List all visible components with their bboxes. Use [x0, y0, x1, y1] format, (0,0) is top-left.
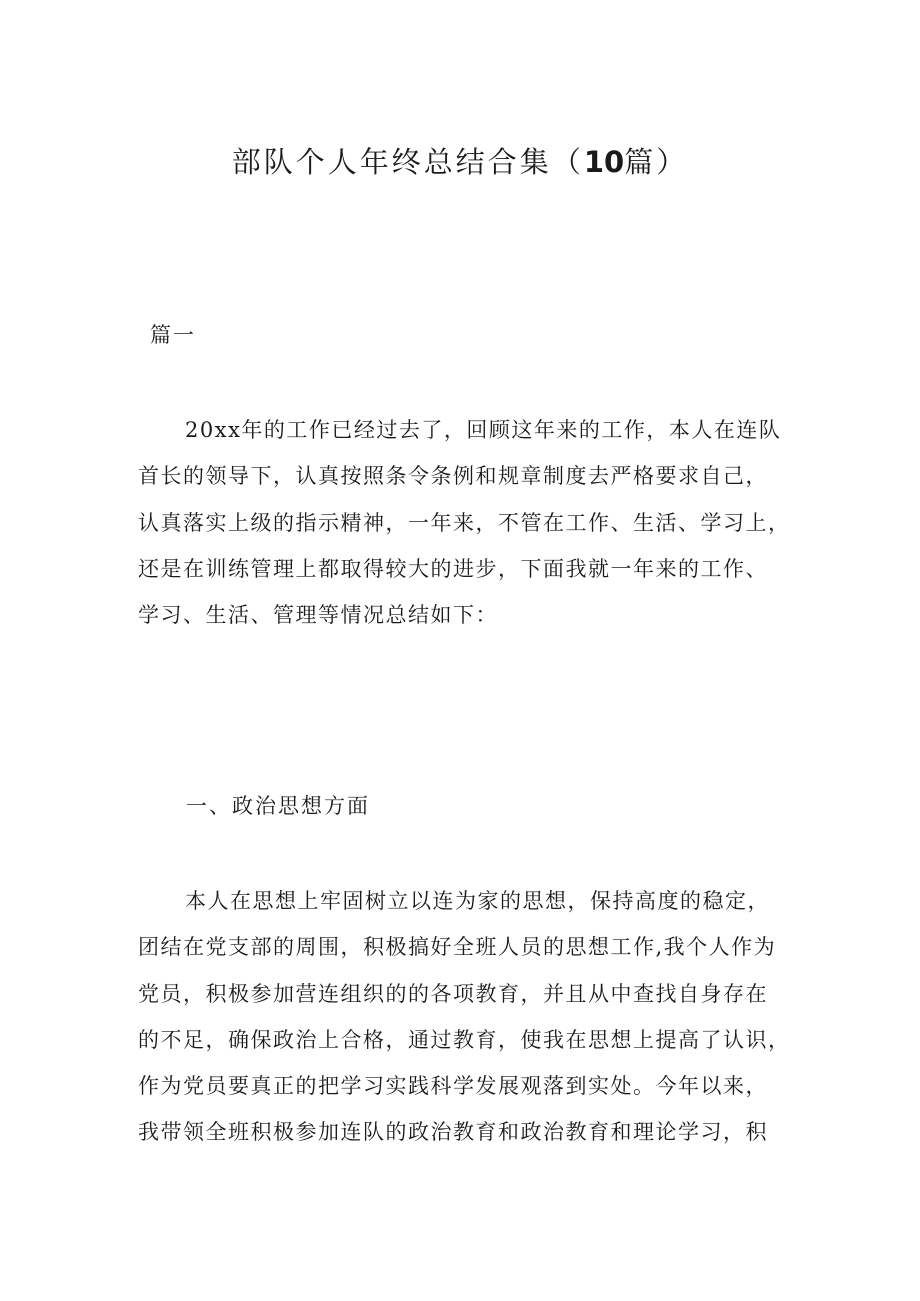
paragraph-line: 作为党员要真正的把学习实践科学发展观落到实处。今年以来， — [138, 1074, 768, 1099]
paragraph-line: 20xx年的工作已经过去了，回顾这年来的工作，本人在连队 — [185, 418, 782, 442]
paragraph-line: 我带领全班积极参加连队的政治教育和政治教育和理论学习，积 — [138, 1120, 768, 1145]
paragraph-line: 还是在训练管理上都取得较大的进步，下面我就一年来的工作、 — [138, 556, 768, 581]
paragraph-line: 团结在党支部的周围，积极搞好全班人员的思想工作,我个人作为 — [138, 935, 777, 960]
paragraph-line: 党员，积极参加营连组织的的各项教育，并且从中查找自身存在 — [138, 981, 768, 1006]
title-count: 10 — [583, 145, 625, 179]
paragraph-line: 本人在思想上牢固树立以连为家的思想，保持高度的稳定， — [185, 889, 770, 913]
title-paren-open: （ — [551, 145, 584, 179]
paragraph-politics — [138, 878, 818, 1156]
paragraph-intro — [138, 407, 818, 638]
document-title — [0, 140, 920, 181]
paragraph-line: 首长的领导下，认真按照条令条例和规章制度去严格要求自己， — [138, 464, 768, 489]
paragraph-line: 的不足，确保政治上合格，通过教育，使我在思想上提高了认识， — [138, 1027, 791, 1052]
title-text: 部队个人年终总结合集 — [231, 145, 552, 179]
section-label: 篇一 — [150, 323, 196, 347]
section-heading-politics: 一、政治思想方面 — [186, 794, 370, 818]
paragraph-line: 学习、生活、管理等情况总结如下： — [138, 603, 498, 628]
title-paren-close: 篇） — [624, 145, 689, 179]
paragraph-line: 认真落实上级的指示精神，一年来，不管在工作、生活、学习上， — [138, 510, 791, 535]
